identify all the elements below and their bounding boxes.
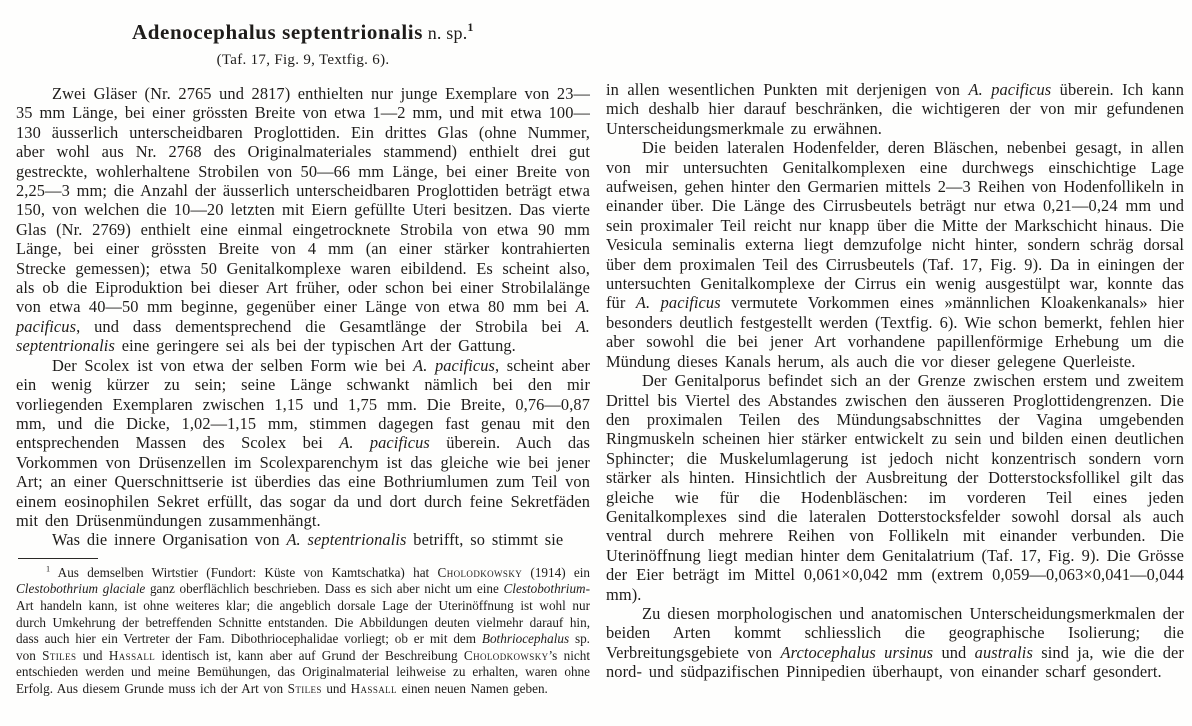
paragraph-geographic-isolation: Zu diesen morphologischen und anatomischen Unterscheidungsmerkmalen der beiden Arten kommt schliesslich die geographische Isolierung; die Verbreitungsgebiete von Arctocephalus ursinus und australis sind ja, wie die der nord- und südpazifischen Pinnipedien überhaupt, von einander scharf gesondert. (606, 603, 1184, 682)
paragraph-organisation-continuation: in allen wesentlichen Punkten mit derjenigen von A. pacificus überein. Ich kann mich deshalb hier darauf beschränken, die wichtigeren der von mir gefundenen Unterscheidungsmerkmale zu erwähnen. (606, 80, 1184, 138)
paragraph-testes-cirrus: Die beiden lateralen Hodenfelder, deren Bläschen, nebenbei gesagt, in allen von mir untersuchten Genitalkomplexen eine durchwegs einschichtige Lage aufweisen, gehen hinter den Germarien mittels 2—3 Reihen von Hodenfollikeln in einander über. Die Länge des Cirrusbeutels beträgt nur etwa 0,21—0,24 mm und sein proximaler Teil reicht nur knapp über die Mitte der Markschicht hinaus. Die Vesicula seminalis externa liegt demzufolge nicht hinter, sondern schräg dorsal über dem proximalen Teil des Cirrusbeutels (Taf. 17, Fig. 9). Da in einingen der untersuchten Genitalkomplexe der Cirrus ein wenig ausgestülpt war, konnte das für A. pacificus vermutete Vorkommen eines »männlichen Kloakenkanals» hier besonders deutlich festgestellt werden (Textfig. 6). Wie schon bemerkt, fehlen hier aber sowohl die bei jener Art vorhandene papillenförmige Erhebung um die Mündung dieses Kanals herum, als auch die vor dieser gelegene Querleiste. (606, 138, 1185, 371)
figure-reference-line: (Taf. 17, Fig. 9, Textfig. 6). (216, 52, 390, 68)
title-suffix: n. sp. (423, 23, 468, 43)
footnote-divider (18, 558, 98, 559)
footnote-reference-mark: 1 (467, 20, 475, 34)
paragraph-inner-organisation-lead: Was die innere Organisation von A. septentrionalis betrifft, so stimmt sie (52, 530, 564, 550)
species-name: Adenocephalus septentrionalis (131, 20, 423, 44)
left-column (16, 12, 590, 698)
paragraph-scolex-description: Der Scolex ist von etwa der selben Form wie bei A. pacificus, scheint aber ein wenig kürzer zu sein; seine Länge schwankt nämlich bei den mir vorliegenden Exemplaren zwischen 1,15 und 1,75 mm. Die Breite, 0,76—0,87 mm, und die Dicke, 1,02—1,15 mm, stimmen dagegen fast genau mit den entsprechenden Massen des Scolex bei A. pacificus überein. Auch das Vorkommen von Drüsenzellen im Scolexparenchym ist das gleiche wie bei jener Art; an einer Querschnittserie ist überdies das eine Bothriumlumen zum Teil von einem eosinophilen Sekret erfüllt, das sogar da und dort durch feine Sekretfäden mit den Drüsenmündungen zusammenhängt. (16, 355, 591, 530)
paragraph-genital-pore: Der Genitalporus befindet sich an der Grenze zwischen erstem und zweitem Drittel bis Viertel des Abstandes zwischen den äusseren Proglottidengrenzen. Die den proximalen Teilen des Mündungsabschnittes der Vagina umgebenden Ringmuskeln scheinen hier stärker entwickelt zu sein und bilden einen deutlichen Sphincter; die Muskelumlagerung ist jedoch nicht konzentrisch sondern vorn stärker als hinten. Hinsichtlich der Ausbreitung der Dotterstocksfollikel gilt das gleiche wie für die Hodenbläschen: im vorderen Teil eines jeden Genitalkomplexes sind die lateralen Dotterstocksfelder sowohl dorsal als auch ventral durch mehrere Reihen von Follikeln mit einander verbunden. Die Uterinöffnung liegt median hinter dem Genitalatrium (Taf. 17, Fig. 9). Die Grösse der Eier beträgt im Mittel 0,061×0,042 mm (extrem 0,059—0,063×0,041—0,044 mm). (606, 371, 1184, 604)
article-title (16, 20, 590, 45)
footnote-text: $^1$ Aus demselben Wirtstier (Fundort: Küste von Kamtschatka) hat Cholodkowsky (1914) ein Clestobothrium glaciale ganz oberflächlich beschrieben. Dass es sich aber nicht um eine Clestobothrium-Art handeln kann, ist ohne weiteres klar; die angeblich dorsale Lage der Uterinöffnung ist wohl nur durch Umkehrung der betreffenden Schnitte entstanden. Die Abbildungen deuten vielmehr darauf hin, dass auch hier ein Vertreter der Fam. Dibothriocephalidae vorliegt; ob er mit dem Bothriocephalus sp. von Stiles und Hassall identisch ist, kann aber auf Grund der Beschreibung Cholodkowsky’s nicht entschieden werden und meine Bemühungen, das Originalmaterial leihweise zu erhalten, waren ohne Erfolg. Aus diesem Grunde muss ich der Art von Stiles und Hassall einen neuen Namen geben. (16, 564, 591, 696)
right-column (606, 80, 1184, 682)
paragraph-specimen-description: Zwei Gläser (Nr. 2765 und 2817) enthielten nur junge Exemplare von 23—35 mm Länge, bei einer grössten Breite von etwa 1—2 mm, und mit etwa 100—130 äusserlich unterscheidbaren Proglottiden. Ein drittes Glas (ohne Nummer, aber wohl aus Nr. 2768 des Originalmateriales stammend) enthielt drei gut gestreckte, wohlerhaltene Strobilen von 50—66 mm Länge, bei einer Breite von 2,25—3 mm; die Anzahl der äusserlich unterscheidbaren Proglottiden beträgt etwa 150, von welchen die 10—20 letzten mit Eiern gefüllte Uteri besitzen. Das vierte Glas (Nr. 2769) enthielt eine einmal eingetrocknete Strobila von etwa 90 mm Länge, bei einer grössten Breite von 4 mm (an einer stärker kontrahierten Strecke gemessen); etwa 50 Genitalkomplexe waren eibildend. Es scheint also, als ob die Eiproduktion bei dieser Art früher, oder schon bei einer Strobilalänge von etwa 40—50 mm beginne, gegenüber einer Länge von etwa 80 mm bei A. pacificus, und dass dementsprechend die Gesamtlänge der Strobila bei A. septentrionalis eine geringere sei als bei der typischen Art der Gattung. (16, 84, 590, 356)
